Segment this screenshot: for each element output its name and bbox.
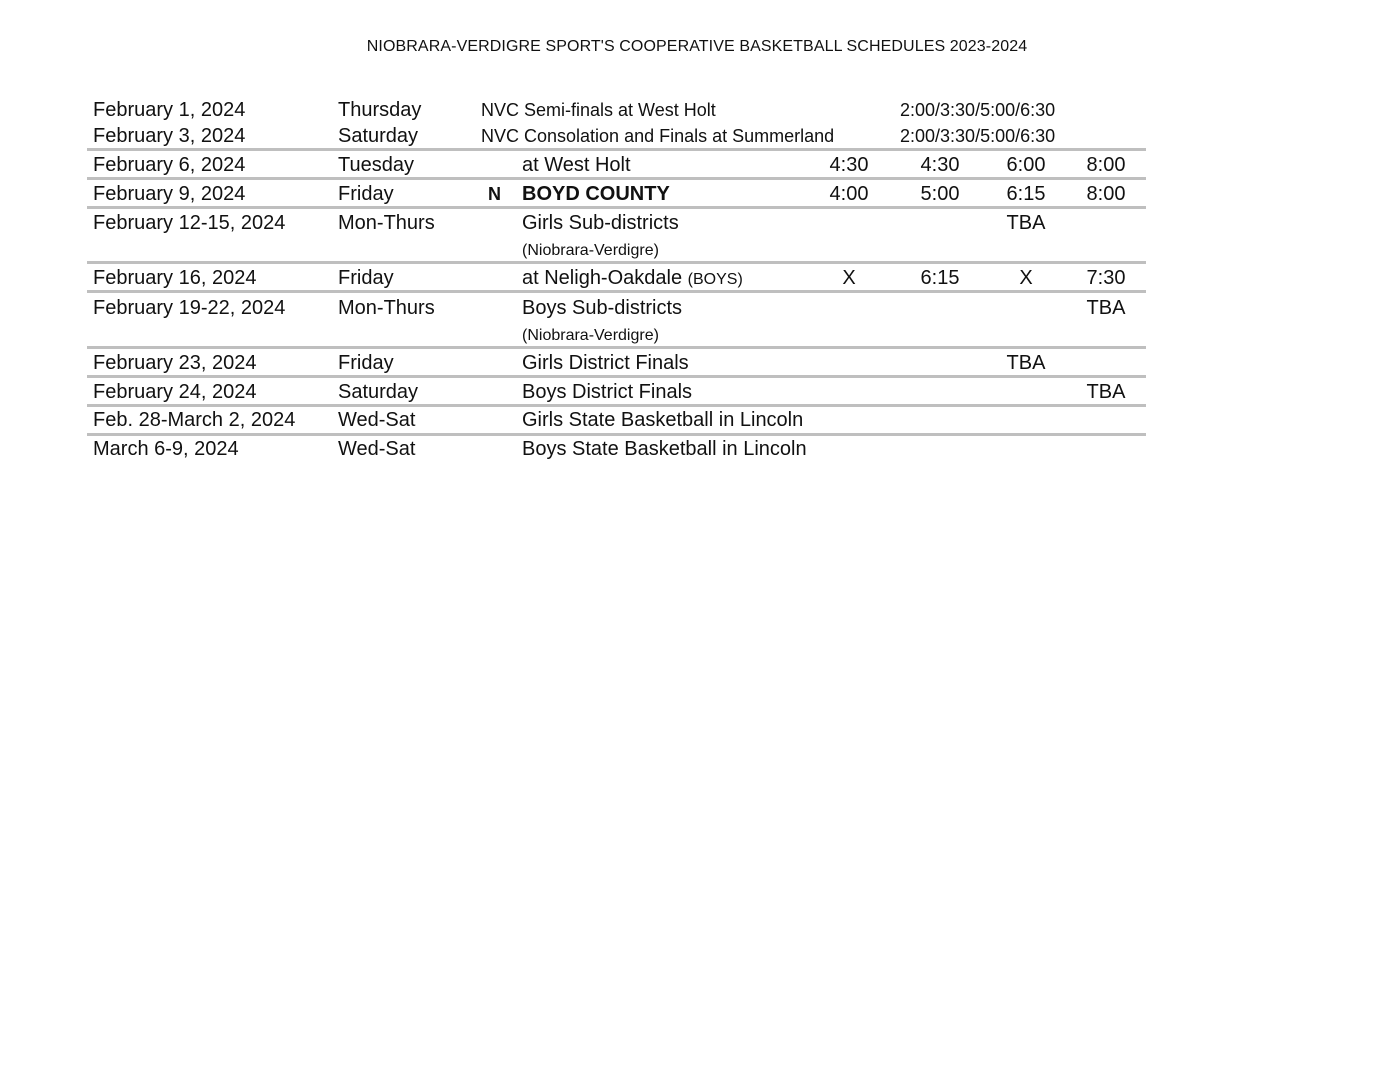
game-time-3: 6:00 [1006, 154, 1046, 176]
game-date: Feb. 28-March 2, 2024 [93, 409, 296, 431]
game-event: Boys District Finals [522, 381, 693, 403]
row-divider [87, 290, 1146, 293]
game-event: BOYD COUNTY [522, 183, 670, 205]
game-day: Wed-Sat [338, 438, 416, 460]
row-divider [87, 433, 1146, 436]
game-time-4: TBA [1086, 297, 1126, 319]
game-time-3: 6:15 [1006, 183, 1046, 205]
game-time-2: 6:15 [920, 267, 960, 289]
row-divider [87, 177, 1146, 180]
game-event-name: at Neligh-Oakdale [522, 267, 683, 289]
game-time-4: 7:30 [1086, 267, 1126, 289]
game-event-note: (BOYS) [687, 271, 743, 288]
site-marker: N [488, 184, 501, 204]
game-time-3: TBA [1006, 212, 1046, 234]
nvc-date: February 3, 2024 [93, 125, 246, 147]
row-divider [87, 206, 1146, 209]
game-day: Saturday [338, 381, 419, 403]
game-time-2: 5:00 [920, 183, 960, 205]
nvc-day: Thursday [338, 99, 422, 121]
page-title: NIOBRARA-VERDIGRE SPORT'S COOPERATIVE BASKETBALL SCHEDULES 2023-2024 [366, 38, 1028, 55]
row-divider [87, 261, 1146, 264]
game-date: February 12-15, 2024 [93, 212, 286, 234]
game-time-3: X [1019, 267, 1033, 289]
game-day: Friday [338, 352, 394, 374]
nvc-day: Saturday [338, 125, 419, 147]
event-host: (Niobrara-Verdigre) [522, 242, 659, 259]
game-date: March 6-9, 2024 [93, 438, 239, 460]
game-date: February 19-22, 2024 [93, 297, 286, 319]
game-day: Tuesday [338, 154, 414, 176]
game-day: Mon-Thurs [338, 212, 435, 234]
game-time-1: X [842, 267, 856, 289]
game-day: Friday [338, 183, 394, 205]
row-divider [87, 346, 1146, 349]
game-time-1: 4:00 [829, 183, 869, 205]
game-event: Girls District Finals [522, 352, 689, 374]
nvc-event: NVC Consolation and Finals at Summerland [481, 126, 835, 146]
game-date: February 9, 2024 [93, 183, 246, 205]
row-divider [87, 148, 1146, 151]
game-event [522, 268, 743, 288]
row-divider [87, 404, 1146, 407]
game-event: Girls Sub-districts [522, 212, 679, 234]
nvc-times: 2:00/3:30/5:00/6:30 [900, 100, 1056, 120]
game-time-4: 8:00 [1086, 183, 1126, 205]
game-time-3: TBA [1006, 352, 1046, 374]
game-time-1: 4:30 [829, 154, 869, 176]
event-host: (Niobrara-Verdigre) [522, 327, 659, 344]
game-event: Girls State Basketball in Lincoln [522, 409, 804, 431]
nvc-event: NVC Semi-finals at West Holt [481, 100, 716, 120]
game-date: February 6, 2024 [93, 154, 246, 176]
row-divider [87, 375, 1146, 378]
game-time-2: 4:30 [920, 154, 960, 176]
game-day: Wed-Sat [338, 409, 416, 431]
game-date: February 16, 2024 [93, 267, 257, 289]
game-time-4: 8:00 [1086, 154, 1126, 176]
game-date: February 24, 2024 [93, 381, 257, 403]
game-date: February 23, 2024 [93, 352, 257, 374]
game-event: Boys Sub-districts [522, 297, 683, 319]
game-time-4: TBA [1086, 381, 1126, 403]
nvc-times: 2:00/3:30/5:00/6:30 [900, 126, 1056, 146]
game-event: at West Holt [522, 154, 631, 176]
nvc-date: February 1, 2024 [93, 99, 246, 121]
game-event: Boys State Basketball in Lincoln [522, 438, 807, 460]
game-day: Mon-Thurs [338, 297, 435, 319]
game-day: Friday [338, 267, 394, 289]
